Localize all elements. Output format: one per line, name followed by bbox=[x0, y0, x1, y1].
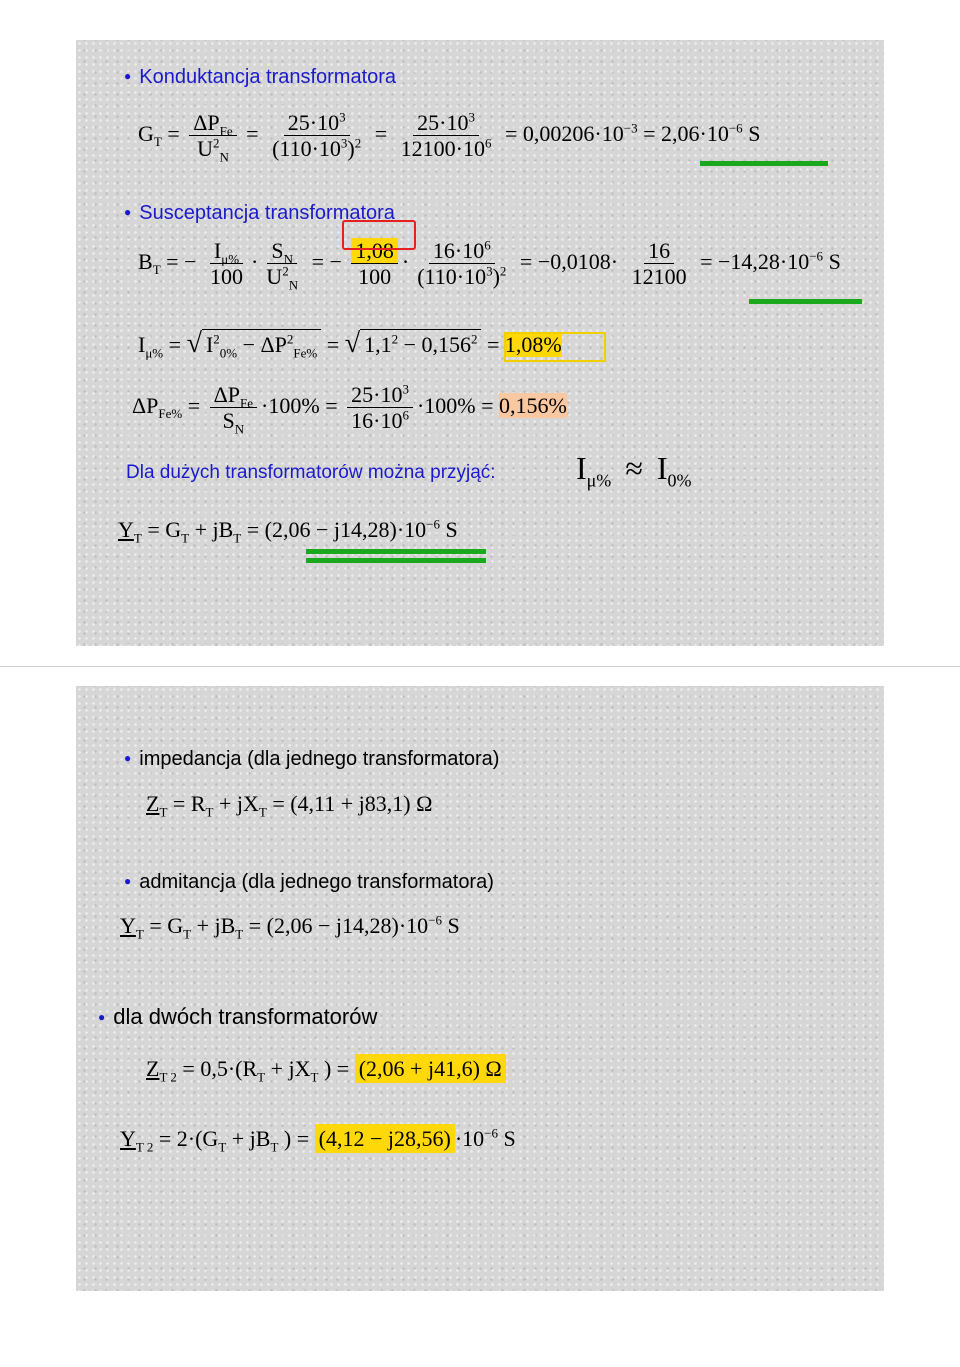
frac-sn-values: $\frac{16\cdot 10^6}{(110\cdot 10^3)^2}$ bbox=[417, 237, 507, 290]
radical-1: √ bbox=[186, 328, 202, 359]
eq-pfe: $\Delta P_{Fe\%}$ = $\frac{\Delta P_{Fe}}{S_N}$ ·100% = $\frac{25\cdot 10^3}{16\cdot 10^6}$ ·100% = 0,156% bbox=[132, 381, 567, 437]
eq-conductance: $G_T$ = $\frac{\Delta P_{Fe}}{U^2_N}$ = $\frac{25\cdot 10^3}{(110\cdot 10^3)^2}$ = $\frac{25\cdot 10^3}{12100\cdot 10^6}$ = $0,00206\cdot 10^{-3} = 2,06\cdot 10^{-6}$ S bbox=[138, 109, 761, 165]
underline-bt-result bbox=[749, 299, 862, 304]
bullet-impedancja: ● impedancja (dla jednego transformatora) bbox=[124, 748, 500, 770]
yt2-result: (4,12 − j28,56) bbox=[315, 1124, 455, 1153]
frac-imu-100: $\frac{I_{\mu\%}}{100}$ bbox=[209, 238, 243, 290]
frac-16-12100: $\frac{16}{12100}$ bbox=[631, 238, 687, 290]
slide-1 bbox=[76, 40, 884, 646]
eq-impedance-two: $Z_{T 2} = 0,5\cdot(R_T + jX_T$ ) = (2,06 + j41,6) Ω bbox=[146, 1058, 506, 1080]
frac-sn-un2: $\frac{S_N}{U^2_N}$ bbox=[266, 238, 299, 293]
eq-admittance-1: $Y_T = G_T + jB_T = (2,06 - j14,28)\cdot 10^{-6}$ S bbox=[118, 516, 458, 546]
bullet-dot-icon: ● bbox=[98, 1010, 106, 1024]
frac-pfe-values: $\frac{25\cdot 10^3}{16\cdot 10^6}$ bbox=[347, 382, 413, 434]
eq-imu: $I_{\mu\%}$ = √ $I^2_{0\%} - \Delta P^2_{Fe\%}$ = √ $1,1^2 - 0,156^2 = 1,08\%$ bbox=[138, 328, 562, 361]
frac-values-2: $\frac{25\cdot 10^3}{12100\cdot 10^6}$ bbox=[400, 109, 492, 162]
frac-108-100: $\frac{1,08}{100}$ bbox=[351, 238, 398, 290]
bt-result: $-14,28\cdot 10^{-6}$ S bbox=[717, 248, 841, 274]
gt-result: $2,06\cdot 10^{-6}$ S bbox=[661, 120, 761, 146]
eq-admittance-2: $Y_T = G_T + jB_T = (2,06 - j14,28)\cdot 10^{-6}$ S bbox=[120, 912, 460, 942]
frac-dpfe-sn: $\frac{\Delta P_{Fe}}{S_N}$ bbox=[210, 382, 257, 434]
yellow-highlight-box bbox=[504, 332, 606, 362]
frac-dpfe-un2: $\frac{\Delta P_{Fe}}{U^2_N}$ bbox=[189, 110, 236, 162]
note-text: Dla dużych transformatorów można przyjąć: bbox=[126, 462, 496, 483]
slide-2 bbox=[76, 686, 884, 1291]
zt2-result: (2,06 + j41,6) Ω bbox=[355, 1054, 506, 1083]
bullet-admitancja: ● admitancja (dla jednego transformatora) bbox=[124, 871, 494, 893]
frac-values-1: $\frac{25\cdot 10^3}{(110\cdot 10^3)^2}$ bbox=[272, 109, 362, 162]
underline-yt-1 bbox=[306, 549, 486, 554]
eq-impedance: $Z_T = R_T + jX_T = (4,11 + j83,1)$ Ω bbox=[146, 791, 433, 820]
imu-result: 1,08% bbox=[504, 332, 562, 357]
pfe-result: 0,156% bbox=[499, 392, 567, 418]
radical-2: √ bbox=[344, 328, 361, 359]
bullet-dot-icon: ● bbox=[124, 751, 132, 765]
bullet-konduktancja: ● Konduktancja transformatora bbox=[124, 66, 397, 88]
page-separator bbox=[0, 666, 960, 667]
underline-yt-2 bbox=[306, 558, 486, 563]
eq-susceptance: $B_T$ = − $\frac{I_{\mu\%}}{100}$ · $\frac{S_N}{U^2_N}$ = − $\frac{1,08}{100}$ · $\frac{16\cdot 10^6}{(110\cdot 10^3)^2}$ = −0,0108· $\frac{16}{12100}$ = $-14,28\cdot 10^{-6}$ S bbox=[138, 237, 841, 293]
bullet-susceptancja: ● Susceptancja transformatora bbox=[124, 202, 395, 224]
bullet-dot-icon: ● bbox=[124, 69, 132, 83]
underline-gt-result bbox=[700, 161, 828, 166]
red-highlight-box bbox=[342, 220, 416, 250]
bullet-dwa-transformatory: ● dla dwóch transformatorów bbox=[98, 1004, 378, 1029]
approx-relation: $I_{\mu\%} \approx I_{0\%}$ bbox=[576, 450, 692, 491]
bullet-dot-icon: ● bbox=[124, 874, 132, 888]
bullet-dot-icon: ● bbox=[124, 205, 132, 219]
eq-admittance-two: $Y_{T 2} = 2\cdot(G_T + jB_T$ ) = $(4,12 - j28,56) \cdot 10^{-6}$ S bbox=[120, 1125, 516, 1155]
